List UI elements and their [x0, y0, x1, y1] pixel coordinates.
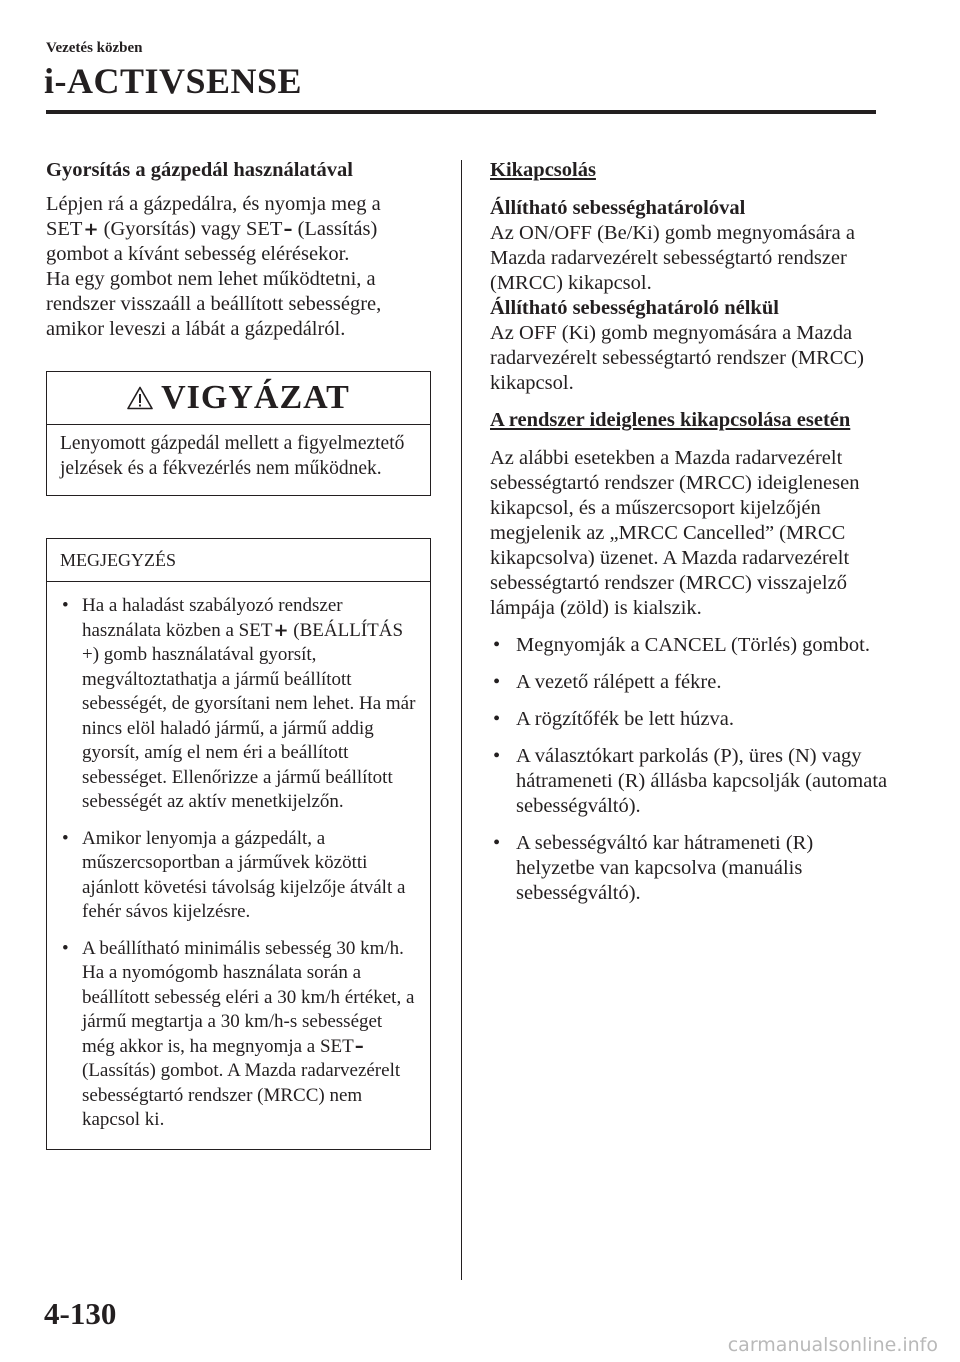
note-bullet: • A beállítható minimális sebesség 30 km/h. Ha a nyomógomb használata során a beállított sebesség eléri a 30 km/h értéket, a jármű megtartja a 30 km/h-s sebességet még akkor is, ha megnyomja a SET– (Lassítás) gombot. A Mazda radarvezérelt sebességtartó rendszer (MRCC) nem kapcsol ki. — [60, 937, 418, 1133]
minus-icon: – — [354, 1035, 364, 1057]
caution-title: VIGYÁZAT — [161, 379, 350, 416]
note-body — [47, 582, 430, 1149]
accel-heading: Gyorsítás a gázpedál használatával — [46, 159, 353, 181]
caution-box — [46, 371, 431, 496]
temporary-cancel-text: Az alábbi esetekben a Mazda radarvezérelt sebességtartó rendszer (MRCC) ideiglenesen kikapcsol, és a műszercsoport kijelzőjén megjelenik az „MRCC Cancelled” (MRCC kikapcsolva) üzenet. A Mazda radarvezérelt sebességtartó rendszer (MRCC) visszajelző lámpája (zöld) is kialszik. — [490, 447, 860, 619]
title-rule — [46, 110, 876, 114]
column-divider — [461, 160, 462, 1280]
accel-paragraph: Lépjen rá a gázpedálra, és nyomja meg a SET+ (Gyorsítás) vagy SET– (Lassítás) gombot a kívánt sebesség elérésekor. — [46, 193, 381, 265]
caution-header — [47, 372, 430, 425]
list-item: • A vezető rálépett a fékre. — [490, 670, 890, 695]
page-number: 4-130 — [44, 1296, 117, 1331]
note-bullet: • Ha a haladást szabályozó rendszer használata közben a SET+ (BEÁLLÍTÁS +) gomb használatával gyorsít, megváltoztathatja a jármű beállított sebességét, de gyorsítani nem lehet. Ha már nincs elöl haladó jármű, a jármű addig gyorsít, amíg el nem éri a beállított sebességet. Ellenőrizze a jármű beállított sebességét az aktív menetkijelzőn. — [60, 594, 418, 815]
list-item: • Megnyomják a CANCEL (Törlés) gombot. — [490, 633, 890, 658]
warning-triangle-icon — [127, 386, 153, 410]
note-box — [46, 538, 431, 1150]
left-column — [46, 158, 431, 1150]
temporary-cancel-heading: A rendszer ideiglenes kikapcsolása esetén — [490, 409, 851, 431]
note-bullet: • Amikor lenyomja a gázpedált, a műszercsoportban a járművek közötti ajánlott követési távolság kijelzője átvált a fehér sávos kijelzésre. — [60, 827, 418, 925]
chapter-title: i-ACTIVSENSE — [44, 61, 303, 101]
set-plus-label: SET — [46, 218, 83, 240]
list-item: • A választókart parkolás (P), üres (N) vagy hátrameneti (R) állásba kapcsolják (automata sebességváltó). — [490, 744, 890, 819]
subheading-without-limiter: Állítható sebességhatároló nélkül — [490, 297, 779, 319]
minus-icon: – — [283, 219, 293, 240]
subheading-with-limiter: Állítható sebességhatárolóval — [490, 197, 746, 219]
section-label: Vezetés közben — [46, 40, 143, 56]
caution-text: Lenyomott gázpedál mellett a figyelmeztető jelzések és a fékvezérlés nem működnek. — [60, 433, 405, 479]
with-limiter-text: Az ON/OFF (Be/Ki) gomb megnyomására a Mazda radarvezérelt sebességtartó rendszer (MRCC) kikapcsol. — [490, 222, 855, 294]
list-item: • A sebességváltó kar hátrameneti (R) helyzetbe van kapcsolva (manuális sebességváltó). — [490, 831, 890, 906]
list-item: • A rögzítőfék be lett húzva. — [490, 707, 890, 732]
note-header: MEGJEGYZÉS — [47, 539, 430, 582]
right-column — [490, 158, 890, 906]
plus-icon: + — [83, 219, 99, 240]
watermark: carmanualsonline.info — [727, 1334, 938, 1356]
accel-paragraph-2: Ha egy gombot nem lehet működtetni, a rendszer visszaáll a beállított sebességre, amikor leveszi a lábát a gázpedálról. — [46, 268, 382, 340]
cancel-heading: Kikapcsolás — [490, 159, 596, 181]
plus-icon: + — [273, 619, 289, 641]
without-limiter-text: Az OFF (Ki) gomb megnyomására a Mazda radarvezérelt sebességtartó rendszer (MRCC) kikapcsol. — [490, 322, 864, 394]
